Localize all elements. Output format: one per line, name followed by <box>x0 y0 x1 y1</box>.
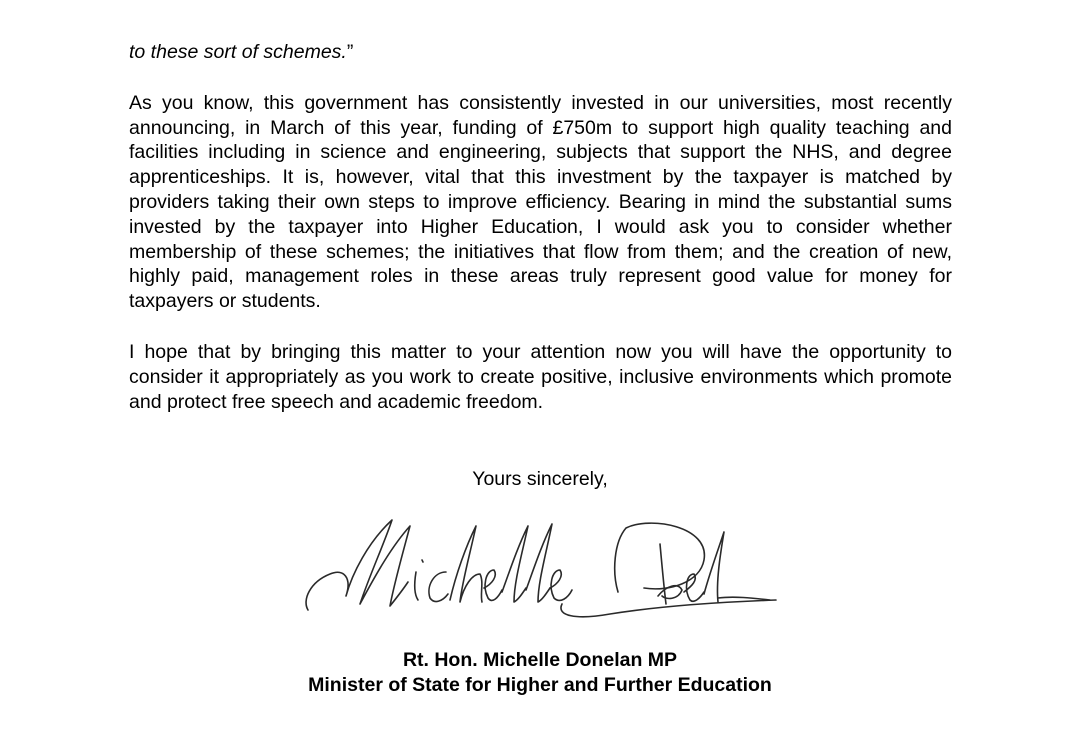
valediction: Yours sincerely, <box>472 468 608 490</box>
paragraph-investment: As you know, this government has consistently invested in our universities, most recently announcing, in March of this year, funding of £750m to support high quality teaching and facilities including in science and engineering, subjects that support the NHS, and degree apprenticeships. It is, however, vital that this investment by the taxpayer is matched by providers taking their own steps to improve efficiency. Bearing in mind the substantial sums invested by the taxpayer into Higher Education, I would ask you to consider whether membership of these schemes; the initiatives that flow from them; and the creation of new, highly paid, management roles in these areas truly represent good value for money for taxpayers or students. <box>129 91 952 313</box>
signatory-name: Rt. Hon. Michelle Donelan MP <box>402 649 678 671</box>
quote-tail-text: to these sort of schemes. <box>129 41 347 63</box>
quote-ending <box>129 40 952 65</box>
signatory-title: Minister of State for Higher and Further Education <box>308 674 772 696</box>
close-quote-mark: ” <box>346 41 354 63</box>
handwritten-signature-icon <box>300 512 780 624</box>
letter-body <box>129 40 952 414</box>
paragraph-closing-hope: I hope that by bringing this matter to your attention now you will have the opportunity to consider it appropriately as you work to create positive, inclusive environments which promote and protect free speech and academic freedom. <box>129 340 952 413</box>
signature-block <box>0 648 1080 698</box>
